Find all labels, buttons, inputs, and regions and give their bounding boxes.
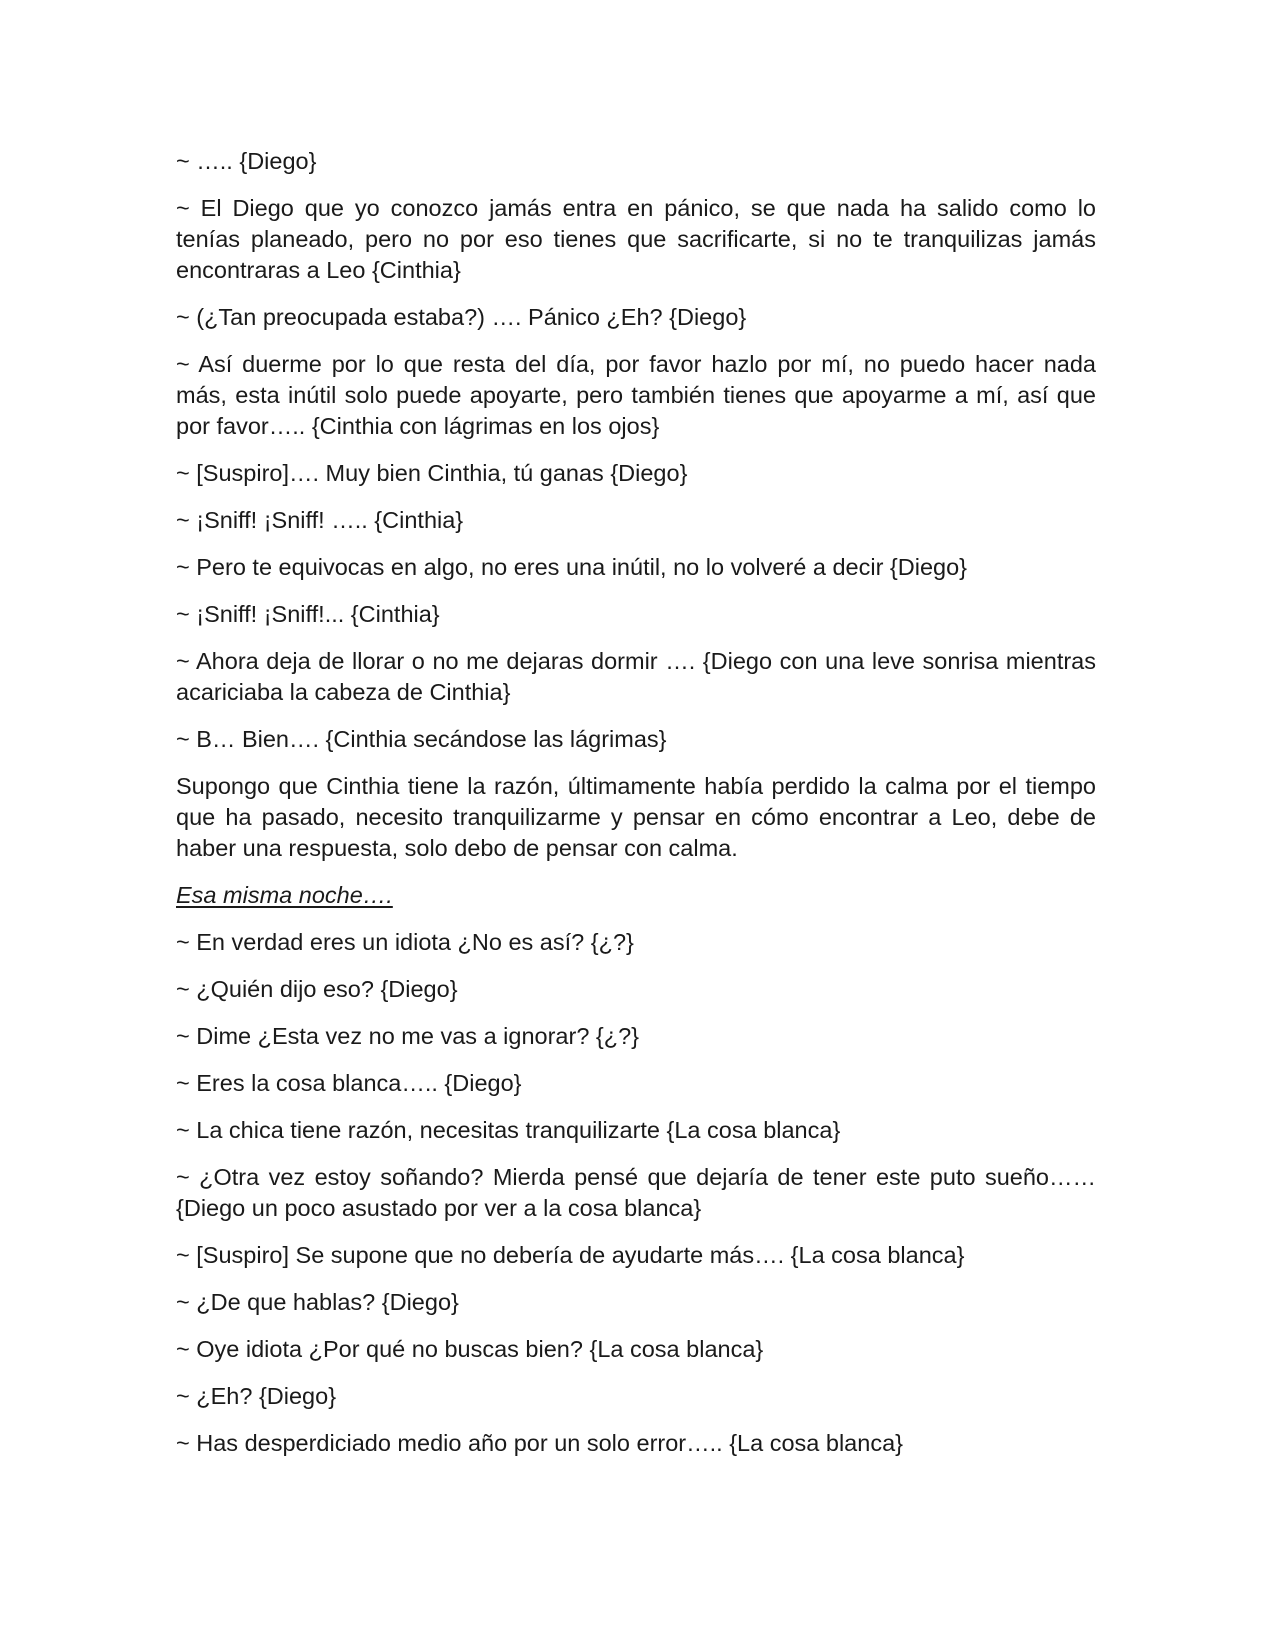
dialogue-line: ~ B… Bien…. {Cinthia secándose las lágrimas} [176, 726, 667, 752]
dialogue-line: ~ Oye idiota ¿Por qué no buscas bien? {La cosa blanca} [176, 1336, 764, 1362]
scene-heading [176, 880, 1096, 911]
dialogue-line: ~ Has desperdiciado medio año por un solo error….. {La cosa blanca} [176, 1430, 903, 1456]
dialogue-line: ~ El Diego que yo conozco jamás entra en pánico, se que nada ha salido como lo tenías planeado, pero no por eso tienes que sacrificarte, si no te tranquilizas jamás encontraras a Leo {Cinthia} [176, 195, 1096, 283]
dialogue-line: ~ La chica tiene razón, necesitas tranquilizarte {La cosa blanca} [176, 1117, 841, 1143]
dialogue-line: ~ ¿Otra vez estoy soñando? Mierda pensé que dejaría de tener este puto sueño…… {Diego un poco asustado por ver a la cosa blanca} [176, 1164, 1096, 1221]
dialogue-line: ~ En verdad eres un idiota ¿No es así? {¿?} [176, 929, 634, 955]
dialogue-line: ~ [Suspiro]…. Muy bien Cinthia, tú ganas {Diego} [176, 460, 688, 486]
dialogue-line: ~ Pero te equivocas en algo, no eres una inútil, no lo volveré a decir {Diego} [176, 554, 968, 580]
dialogue-line: ~ ¡Sniff! ¡Sniff! ….. {Cinthia} [176, 507, 464, 533]
dialogue-line: ~ (¿Tan preocupada estaba?) …. Pánico ¿Eh? {Diego} [176, 304, 747, 330]
dialogue-line: ~ ¿Eh? {Diego} [176, 1383, 337, 1409]
dialogue-line: ~ Así duerme por lo que resta del día, por favor hazlo por mí, no puedo hacer nada más, esta inútil solo puede apoyarte, pero también tienes que apoyarme a mí, así que por favor….. {Cinthia con lágrimas en los ojos} [176, 351, 1096, 439]
dialogue-line: ~ [Suspiro] Se supone que no debería de ayudarte más…. {La cosa blanca} [176, 1242, 965, 1268]
dialogue-line: ~ Ahora deja de llorar o no me dejaras dormir …. {Diego con una leve sonrisa mientras acariciaba la cabeza de Cinthia} [176, 648, 1096, 705]
document-page [176, 146, 1096, 1475]
dialogue-line: ~ Dime ¿Esta vez no me vas a ignorar? {¿?} [176, 1023, 640, 1049]
scene-heading-text: Esa misma noche…. [176, 882, 393, 908]
dialogue-line: ~ ….. {Diego} [176, 148, 317, 174]
dialogue-line: ~ Eres la cosa blanca….. {Diego} [176, 1070, 522, 1096]
dialogue-line: ~ ¿Quién dijo eso? {Diego} [176, 976, 458, 1002]
dialogue-line: ~ ¡Sniff! ¡Sniff!... {Cinthia} [176, 601, 440, 627]
narration-paragraph: Supongo que Cinthia tiene la razón, últimamente había perdido la calma por el tiempo que ha pasado, necesito tranquilizarme y pensar en cómo encontrar a Leo, debe de haber una respuesta, solo debo de pensar con calma. [176, 773, 1096, 861]
dialogue-line: ~ ¿De que hablas? {Diego} [176, 1289, 459, 1315]
